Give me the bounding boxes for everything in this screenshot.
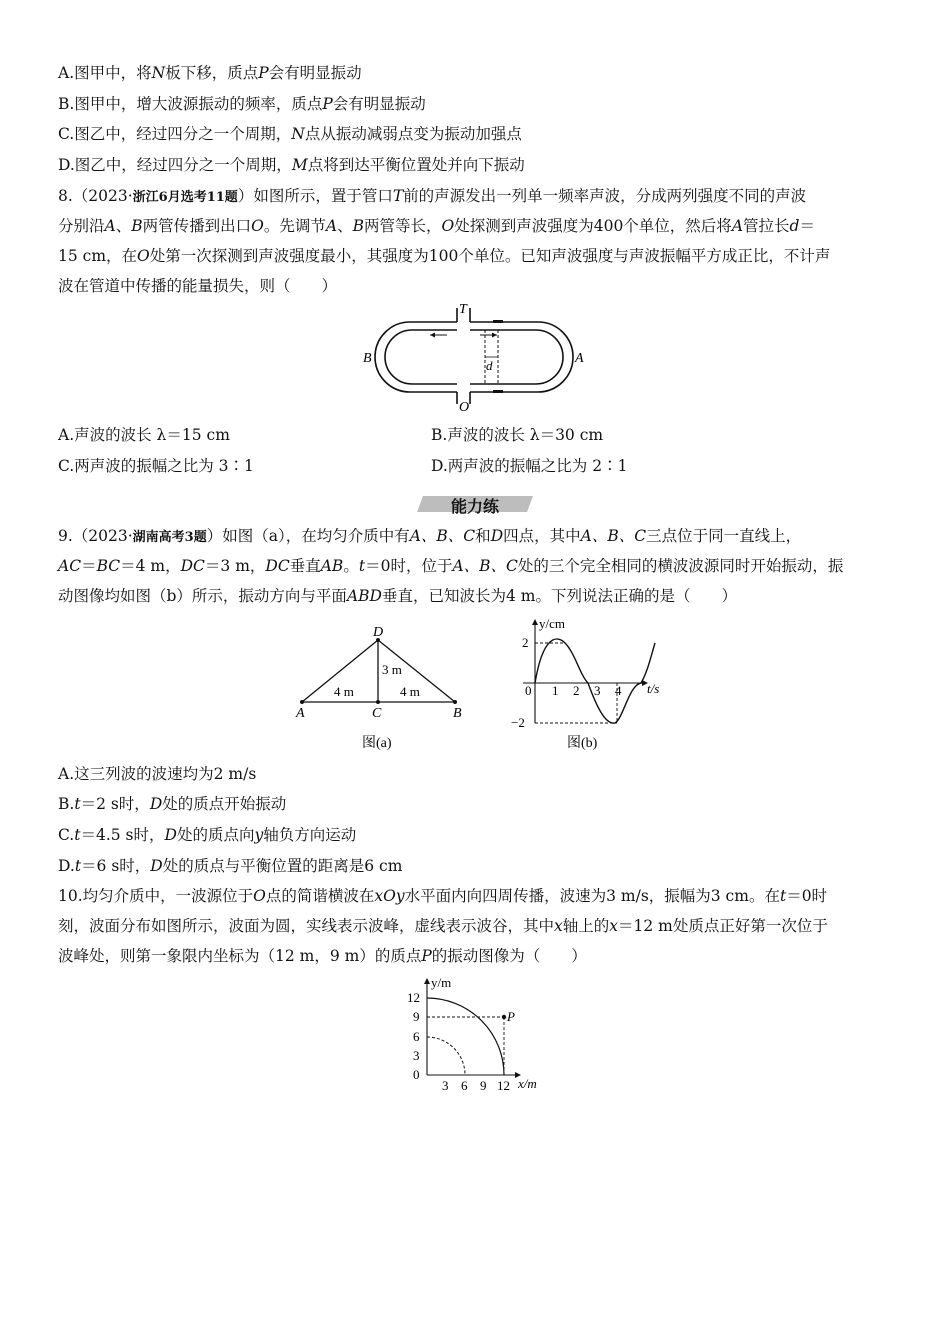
caption-b: 图(b) [567,736,598,751]
q8-option-b: B.声波的波长 λ＝30 cm [431,426,604,444]
var: O [251,217,264,235]
text: 动图像均如图（b）所示，振动方向与平面 [58,587,347,605]
option-text: 点从振动减弱点变为振动加强点 [304,125,522,143]
text: 处的质点开始振动 [162,795,287,813]
var: x [609,917,619,935]
q9-option-a: A.这三列波的波速均为2 m/s [58,765,257,783]
sine-curve [535,639,655,723]
var: D [149,795,163,813]
var: D [164,826,177,844]
var: B [352,217,364,235]
var: x [554,917,563,935]
option-text: D.图乙中，经过四分之一个周期， [58,156,292,174]
option-text: 会有明显振动 [332,95,426,113]
y-tick-bottom: −2 [511,715,525,730]
triangle-figure [290,620,470,755]
q7-option-b [58,94,426,114]
var: T [392,187,404,205]
var: A、B、C [452,557,518,575]
var: t [74,857,82,875]
option-text: C.图乙中，经过四分之一个周期， [58,125,292,143]
option-text: A.图甲中，将 [58,64,152,82]
q7-option-c [58,124,522,144]
text: ＝12 m处质点正好第一次位于 [618,917,828,935]
q9-option-c [58,825,356,845]
label-c: C [372,706,382,721]
x-tick: 9 [480,1078,487,1093]
text: ＝2 s时， [80,795,150,813]
text: 三点位于同一直线上， [646,527,802,545]
text: ＝4.5 s时， [80,826,165,844]
text: 处的质点向 [176,826,255,844]
text: ＝0时 [786,887,828,905]
crest-arc [427,998,504,1075]
var: A [104,217,116,235]
var: A [325,217,338,235]
text: 垂直 [289,557,321,575]
y-tick: 3 [413,1048,420,1063]
text: 波在管道中传播的能量损失，则（ ） [58,277,338,295]
label-a: A [575,351,584,366]
var: t [779,887,787,905]
var: A [731,217,744,235]
x-tick: 3 [442,1078,449,1093]
text: 垂直，已知波长为4 m。下列说法正确的是（ ） [381,587,737,605]
q10-line-1 [58,886,827,906]
x-tick: 12 [497,1078,510,1093]
text: C. [58,826,75,844]
label-b: B [363,351,372,366]
origin-label: 0 [525,683,532,698]
source-tag: 湖南高考3题 [132,530,207,545]
label-t: T [459,302,467,317]
var: D [150,857,163,875]
trough-arc [427,1037,465,1075]
var: t [74,795,81,813]
text: 。先调节 [263,217,326,235]
text: 和 [475,527,491,545]
x-axis-label: t/s [647,681,660,696]
label-ac: 4 m [334,684,354,699]
var: y [254,826,264,844]
q8-option-d: D.两声波的振幅之比为 2∶1 [431,457,628,475]
q8-line-1 [58,186,806,208]
q9-line-2 [58,556,843,576]
text: 分别沿 [58,217,105,235]
text: 15 cm，在 [58,247,138,265]
text: ）如图（a），在均匀介质中有 [206,527,410,545]
text: 波峰处，则第一象限内坐标为（12 m，9 m）的质点 [58,947,422,965]
text: 轴负方向运动 [263,826,357,844]
label-dc: 3 m [382,662,402,677]
pipe-diagram [355,300,595,415]
text: 、 [337,217,353,235]
pipe-a-inner [470,330,563,384]
var: P [421,947,432,965]
var: t [358,557,366,575]
var: B [131,217,143,235]
text: 两管传播到出口 [142,217,252,235]
label-b: B [453,706,462,721]
point-p [502,1015,506,1019]
text: D. [58,857,75,875]
text: ＝0时，位于 [365,557,453,575]
label-cb: 4 m [400,684,420,699]
q8-line-3 [58,246,830,266]
y-tick: 6 [413,1029,420,1044]
q8-option-c: C.两声波的振幅之比为 3∶1 [58,457,254,475]
pipe-b-inner [385,330,457,384]
text: 点的简谐横波在 [265,887,375,905]
var: AB [320,557,344,575]
text: ＝ [799,217,815,235]
label-d: D [373,625,384,640]
q8-line-4 [58,276,337,296]
caption-a: 图(a) [362,736,392,751]
y-tick: 9 [413,1009,420,1024]
option-text: 会有明显振动 [268,64,362,82]
text: ）如图所示，置于管口 [237,187,393,205]
text: 处的质点与平衡位置的距离是6 cm [162,857,403,875]
x-tick: 1 [552,683,559,698]
text: 的振动图像为（ ） [431,947,587,965]
text: 四点，其中 [503,527,581,545]
text: ＝4 m， [120,557,181,575]
x-tick: 4 [615,683,622,698]
var: AC [58,557,82,575]
y-tick: 12 [407,990,420,1005]
q9-option-d [58,856,402,876]
text: ＝ [81,557,97,575]
option-text: 点将到达平衡位置处并向下振动 [307,156,525,174]
var: O [137,247,150,265]
q9-line-3 [58,586,737,606]
var: P [258,64,269,82]
var: D [490,527,504,545]
x-tick: 3 [594,683,601,698]
text: 刻，波面分布如图所示，波面为圆，实线表示波峰，虚线表示波谷，其中 [58,917,555,935]
var: xOy [374,887,405,905]
pipe-b-outer [375,322,457,392]
text: 处的三个完全相同的横波波源同时开始振动，振 [517,557,844,575]
q8-line-2 [58,216,815,236]
text: B. [58,795,75,813]
var: ABD [346,587,382,605]
x-axis-label: x/m [518,1076,537,1091]
vibration-graph [505,615,670,755]
text: 两管等长， [363,217,442,235]
y-tick-top: 2 [522,635,529,650]
wavefront-figure [400,975,550,1097]
var: A、B、C [409,527,476,545]
text: 水平面内向四周传播，波速为3 m/s，振幅为3 cm。在 [404,887,780,905]
q7-option-a [58,63,362,83]
var: DC [265,557,290,575]
var: O [441,217,455,235]
var: M [291,156,308,174]
text: 。 [343,557,359,575]
option-text: B.图甲中，增大波源振动的频率，质点 [58,95,323,113]
text: 轴上的 [562,917,610,935]
text: 、 [115,217,132,235]
q8-option-a: A.声波的波长 λ＝15 cm [58,426,230,444]
q10-line-2 [58,916,828,936]
q9-line-1 [58,526,801,548]
text: 10.均匀介质中，一波源位于 [58,887,254,905]
q7-option-d [58,155,525,175]
x-tick: 6 [461,1078,468,1093]
var: O [253,887,266,905]
text: ＝3 m， [204,557,266,575]
label-p: P [507,1009,515,1024]
var: N [291,125,305,143]
var: DC [180,557,205,575]
question-number: 9.（2023· [58,527,133,545]
source-tag: 浙江6月选考11题 [132,190,238,205]
text: 处第一次探测到声波强度最小，其强度为100个单位。已知声波强度与声波振幅平方成正比，不计声 [149,247,831,265]
y-axis-label: y/m [431,975,452,990]
question-number: 8.（2023· [58,187,133,205]
text: 前的声源发出一列单一频率声波，分成两列强度不同的声波 [403,187,807,205]
label-d: d [486,358,493,373]
x-tick: 2 [573,683,580,698]
label-a: A [296,706,305,721]
y-axis-label: y/cm [539,616,565,631]
text: ＝6 s时， [81,857,151,875]
var: d [789,217,800,235]
q10-line-3 [58,946,587,966]
option-text: 板下移，质点 [165,64,259,82]
var: A、B、C [580,527,647,545]
section-header [0,493,950,517]
var: t [74,826,81,844]
section-title: 能力练 [450,497,499,516]
text: 管拉长 [743,217,790,235]
var: N [151,64,166,82]
y-tick: 0 [413,1067,420,1082]
var: P [322,95,333,113]
label-o: O [459,400,470,415]
q9-option-b [58,794,286,814]
text: 处探测到声波强度为400个单位，然后将 [454,217,732,235]
var: BC [96,557,121,575]
